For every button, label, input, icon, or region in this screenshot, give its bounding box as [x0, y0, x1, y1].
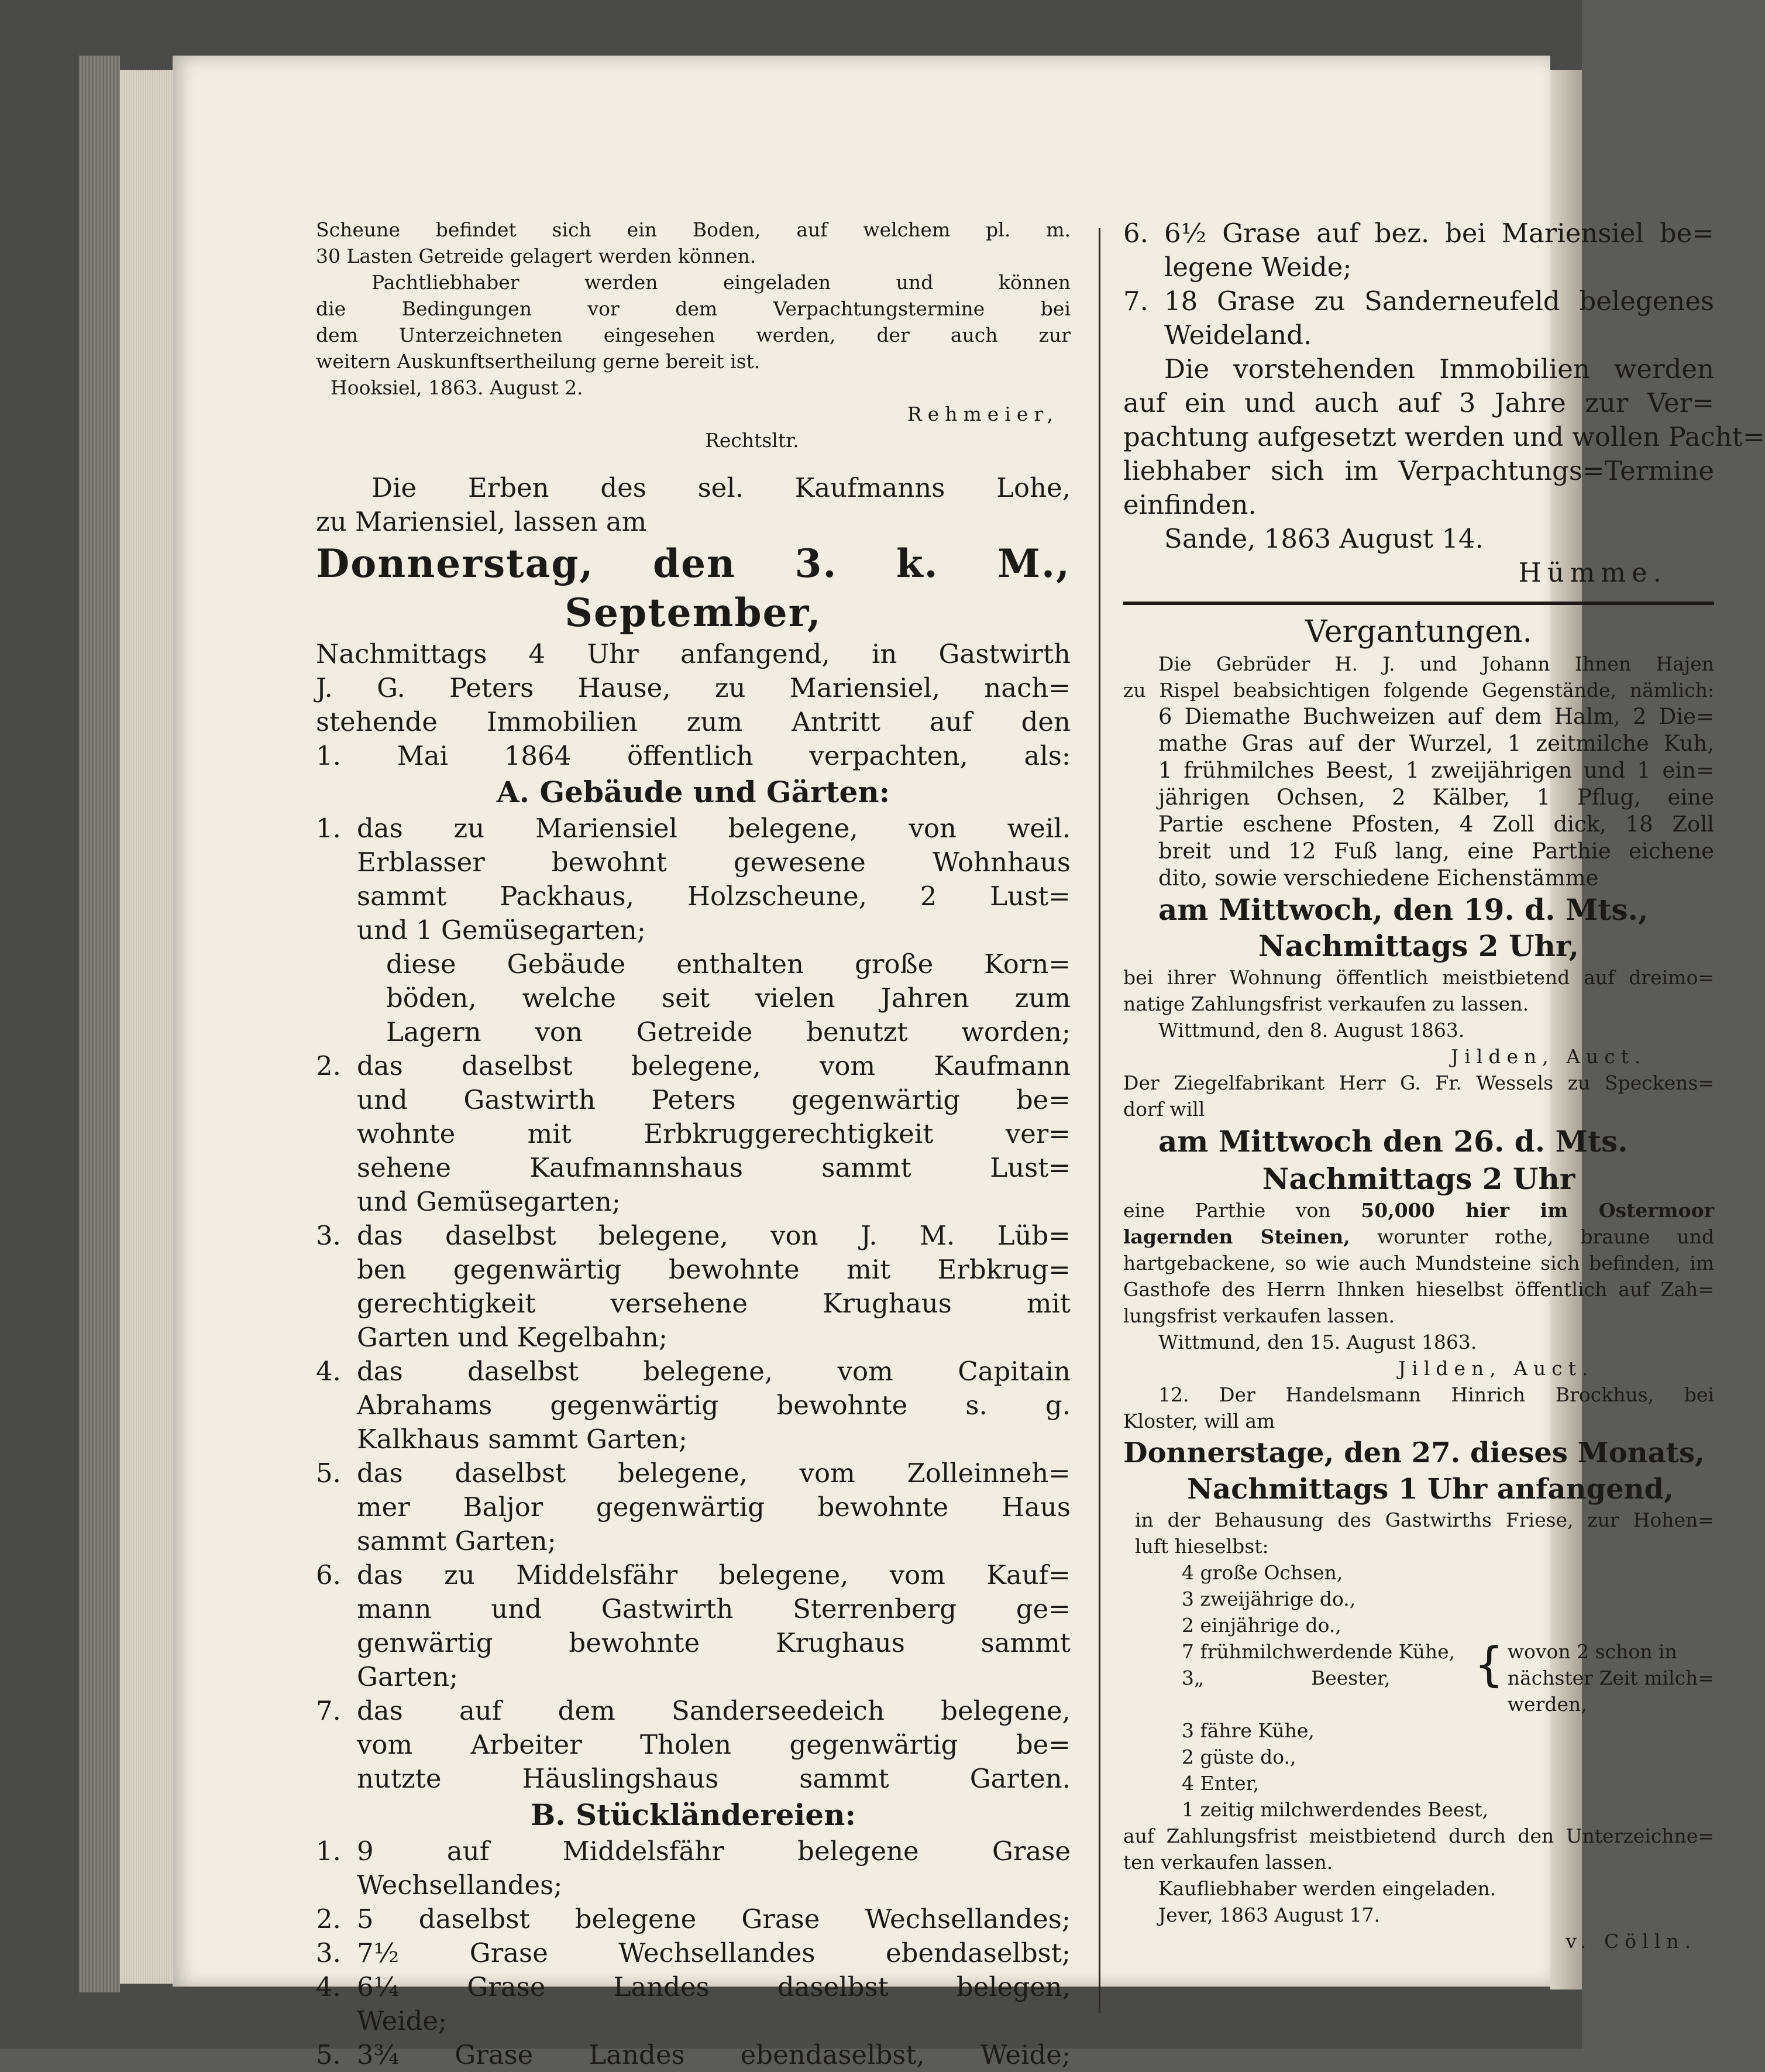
- vergantungen-heading: Vergantungen.: [1305, 614, 1533, 650]
- livestock-list: 4 große Ochsen, 3 zweijährige do., 2 einjährige do., 7 frühmilchwerdende Kühe, 3„ Beester, { wovon 2 schon in nächster Zeit milch= werden, 3 fähre Kühe, 2 güste do., 4 Enter, 1 zeitig milchwerdendes Beest,: [1182, 1561, 1714, 1821]
- sale-time-2: Nachmittags 2 Uhr: [1262, 1162, 1575, 1196]
- list-item: 5. 3¾ Grase Landes ebendaselbst, Weide;: [316, 2039, 1071, 2070]
- sale-time-3: Nachmittags 1 Uhr anfangend,: [1187, 1473, 1674, 1506]
- list-item: 2. 5 daselbst belegene Grase Wechsellandes;: [316, 1903, 1071, 1934]
- signature-name: Rehmeier,: [907, 403, 1059, 425]
- sale-date-2: am Mittwoch den 26. d. Mts.: [1158, 1124, 1628, 1159]
- sale-notice-1: Die Gebrüder H. J. und Johann Ihnen Hajen zu Rispel beabsichtigen folgende Gegenstände, nämlich: 6 Diemathe Buchweizen auf dem Halm, 2 Die= mathe Gras auf der Wurzel, 1 zeitmilche Kuh, 1 frühmilches Beest, 1 zweijährigen und 1 ein= jährigen Ochsen, 2 Kälber, 1 Pflug, eine Partie eschene Pfosten, 4 Zoll dick, 18 Zoll breit und 12 Fuß lang, eine Parthie eichene dito, sowie verschiedene Eichenstämme am Mittwoch, den 19. d. Mts., Nachmittags 2 Uhr, bei ihrer Wohnung öffentlich meistbietend auf dreimo= natige Zahlungsfrist verkaufen zu lassen. Wittmund, den 8. August 1863. Jilden, Auct.: [1123, 651, 1714, 1070]
- page-edges: [120, 70, 173, 1984]
- auctioneer-signature: Jilden, Auct.: [1398, 1357, 1594, 1380]
- list-item: 3. das daselbst belegene, von J. M. Lüb= ben gegenwärtig bewohnte mit Erbkrug= gerechtigkeit versehene Krughaus mit Garten und Kegelbahn;: [316, 1220, 1071, 1353]
- right-column: [1123, 217, 1765, 1954]
- sale-time-1: Nachmittags 2 Uhr,: [1258, 929, 1580, 963]
- closing-paragraph: Die vorstehenden Immobilien werden auf ein und auch auf 3 Jahre zur Ver= pachtung aufgesetzt werden und wollen Pacht= liebhaber sich im Verpachtungs=Termine einfinden.: [1123, 353, 1765, 520]
- section-rule: [1123, 602, 1714, 605]
- sale-date-3: Donnerstage, den 27. dieses Monats,: [1123, 1437, 1705, 1469]
- book-spine: [79, 56, 120, 1992]
- list-item: 7. das auf dem Sanderseedeich belegene, vom Arbeiter Tholen gegenwärtig be= nutzte Häuslingshaus sammt Garten.: [316, 1695, 1071, 1794]
- closing-place: Sande, 1863 August 14.: [1164, 523, 1484, 554]
- sale-notice-3: 12. Der Handelsmann Hinrich Brockhus, bei Kloster, will am Donnerstage, den 27. dieses Monats, Nachmittags 1 Uhr anfangend, in der Behausung des Gastwirths Friese, zur Hohen= luft hieselbst: 4 große Ochsen, 3 zweijährige do., 2 einjährige do., 7 frühmilchwerdende Kühe, 3„ Beester, { wovon 2 schon in nächster Zeit milch= werden, 3 fähre Kühe, 2 güste do., 4 Enter, 1 zeitig milchwerdendes Beest, auf Zahlungsfrist meistbietend durch den Unterzeichne= ten verkaufen lassen. Kaufliebhaber werden eingeladen. Jever, 1863 August 17. v. Cölln.: [1123, 1382, 1714, 1954]
- sale-date-1: am Mittwoch, den 19. d. Mts.,: [1158, 892, 1649, 927]
- section-b-list: [316, 1834, 1071, 2072]
- left-column: Scheune befindet sich ein Boden, auf welchem pl. m. 30 Lasten Getreide gelagert werden können. Pachtliebhaber werden eingeladen und können die Bedingungen vor dem Verpachtungstermine bei dem Unterzeichneten eingesehen werden, der auch zur weitern Auskunftsertheilung gerne bereit ist. Hooksiel, 1863. August 2. Rehmeier, Rechtsltr. Die Erben des sel. Kaufmanns Lohe, zu Mariensiel, lassen am Donnerstag, den 3. k. M., September, Nachmittags 4 Uhr anfangend, in Gastwirth J. G. Peters Hause, zu Mariensiel, nach= stehende Immobilien zum Antritt auf den 1. Mai 1864 öffentlich verpachten, als: A. Gebäude und Gärten: 1. das zu Mariensiel belegene, von weil. Erblasser bewohnt gewesene Wohnhaus sammt Packhaus, Holzscheune, 2 Lust= und 1 Gemüsegarten; diese Gebäude enthalten große Korn= böden, welche seit vielen Jahren zum Lagern von Getreide benutzt worden; 2. das daselbst belegene, vom Kaufmann und Gastwirth Peters gegenwärtig be= wohnte mit Erbkruggerechtigkeit ver= sehene Kaufmannshaus sammt Lust= und Gemüsegarten; 3. das daselbst belegene, von J. M. Lüb= ben gegenwärtig bewohnte mit Erbkrug= gerechtigkeit versehene Krughaus mit Garten und Kegelbahn; 4. das daselbst belegene, vom Capitain Abrahams gegenwärtig bewohnte s. g. Kalkhaus sammt Garten; 5. das daselbst belegene, vom Zolleinneh= mer Baljor gegenwärtig bewohnte Haus sammt Garten; 6. das zu Middelsfähr belegene, vom Kauf= mann und Gastwirth Sterrenberg ge= genwärtig bewohnte Krughaus sammt Garten; 7. das auf dem Sanderseedeich belegene, vom Arbeiter Tholen gegenwärtig be= nutzte Häuslingshaus sammt Garten. B. Stückländereien: 1. 9 auf Middelsfähr belegene Grase Wechsellandes; 2. 5 daselbst belegene Grase Wechsellandes; 3. 7½ Grase Wechsellandes ebendaselbst; 4. 6¼ Grase Landes daselbst belegen, Weide; 5. 3¾ Grase Landes ebendaselbst, Weide;: [316, 217, 1071, 2072]
- place-date: Hooksiel, 1863. August 2.: [331, 376, 583, 399]
- date-heading-month: September,: [565, 590, 822, 635]
- list-item: 2. das daselbst belegene, vom Kaufmann und Gastwirth Peters gegenwärtig be= wohnte mit Erbkruggerechtigkeit ver= sehene Kaufmannshaus sammt Lust= und Gemüsegarten;: [316, 1050, 1071, 1217]
- auctioneer-signature: v. Cölln.: [1566, 1930, 1697, 1953]
- closing-signature: Hümme.: [1518, 557, 1667, 588]
- newspaper-page: [173, 56, 1765, 2070]
- list-item: 5. das daselbst belegene, vom Zolleinneh= mer Baljor gegenwärtig bewohnte Haus sammt Garten;: [316, 1458, 1071, 1556]
- section-a-list: [316, 812, 1071, 1796]
- column-divider: [1099, 228, 1100, 2013]
- list-item: 4. 6¼ Grase Landes daselbst belegen, Weide;: [316, 1971, 1071, 2036]
- signature-title: Rechtsltr.: [705, 429, 799, 452]
- section-a-heading: A. Gebäude und Gärten:: [496, 775, 890, 809]
- notice-intro: Die Erben des sel. Kaufmanns Lohe,: [371, 472, 1071, 503]
- brace: {: [1474, 1637, 1504, 1692]
- section-b-heading: B. Stückländereien:: [530, 1798, 856, 1832]
- list-item: 1. das zu Mariensiel belegene, von weil. Erblasser bewohnt gewesene Wohnhaus sammt Packhaus, Holzscheune, 2 Lust= und 1 Gemüsegarten; diese Gebäude enthalten große Korn= böden, welche seit vielen Jahren zum Lagern von Getreide benutzt worden;: [316, 813, 1071, 1047]
- list-item: 4. das daselbst belegene, vom Capitain Abrahams gegenwärtig bewohnte s. g. Kalkhaus sammt Garten;: [316, 1356, 1071, 1455]
- list-item: 1. 9 auf Middelsfähr belegene Grase Wechsellandes;: [316, 1836, 1071, 1901]
- list-item: 6. 6½ Grase auf bez. bei Mariensiel be= legene Weide;: [1123, 218, 1714, 283]
- list-item: 7. 18 Grase zu Sanderneufeld belegenes Weideland.: [1123, 286, 1714, 351]
- list-item: 3. 7½ Grase Wechsellandes ebendaselbst;: [316, 1937, 1071, 1968]
- auctioneer-signature: Jilden, Auct.: [1451, 1045, 1647, 1068]
- sale-notice-2: Der Ziegelfabrikant Herr G. Fr. Wessels zu Speckens= dorf will am Mittwoch den 26. d. Mts. Nachmittags 2 Uhr eine Parthie von 50,000 hier im Ostermoor lagernden Steinen, worunter rothe, braune und hartgebackene, so wie auch Mundsteine sich befinden, im Gasthofe des Herrn Ihnken hieselbst öffentlich auf Zah= lungsfrist verkaufen lassen. Wittmund, den 15. August 1863. Jilden, Auct.: [1123, 1070, 1714, 1382]
- notice-body: Nachmittags 4 Uhr anfangend, in Gastwirth J. G. Peters Hause, zu Mariensiel, nach= stehende Immobilien zum Antritt auf den 1. Mai 1864 öffentlich verpachten, als:: [316, 638, 1071, 771]
- intro-paragraph: Scheune befindet sich ein Boden, auf welchem pl. m. 30 Lasten Getreide gelagert werden können. Pachtliebhaber werden eingeladen und können die Bedingungen vor dem Verpachtungstermine bei dem Unterzeichneten eingesehen werden, der auch zur weitern Auskunftsertheilung gerne bereit ist.: [316, 218, 1071, 373]
- date-heading: Donnerstag, den 3. k. M.,: [316, 541, 1071, 586]
- list-item: 6. das zu Middelsfähr belegene, vom Kauf= mann und Gastwirth Sterrenberg ge= genwärtig bewohnte Krughaus sammt Garten;: [316, 1559, 1071, 1692]
